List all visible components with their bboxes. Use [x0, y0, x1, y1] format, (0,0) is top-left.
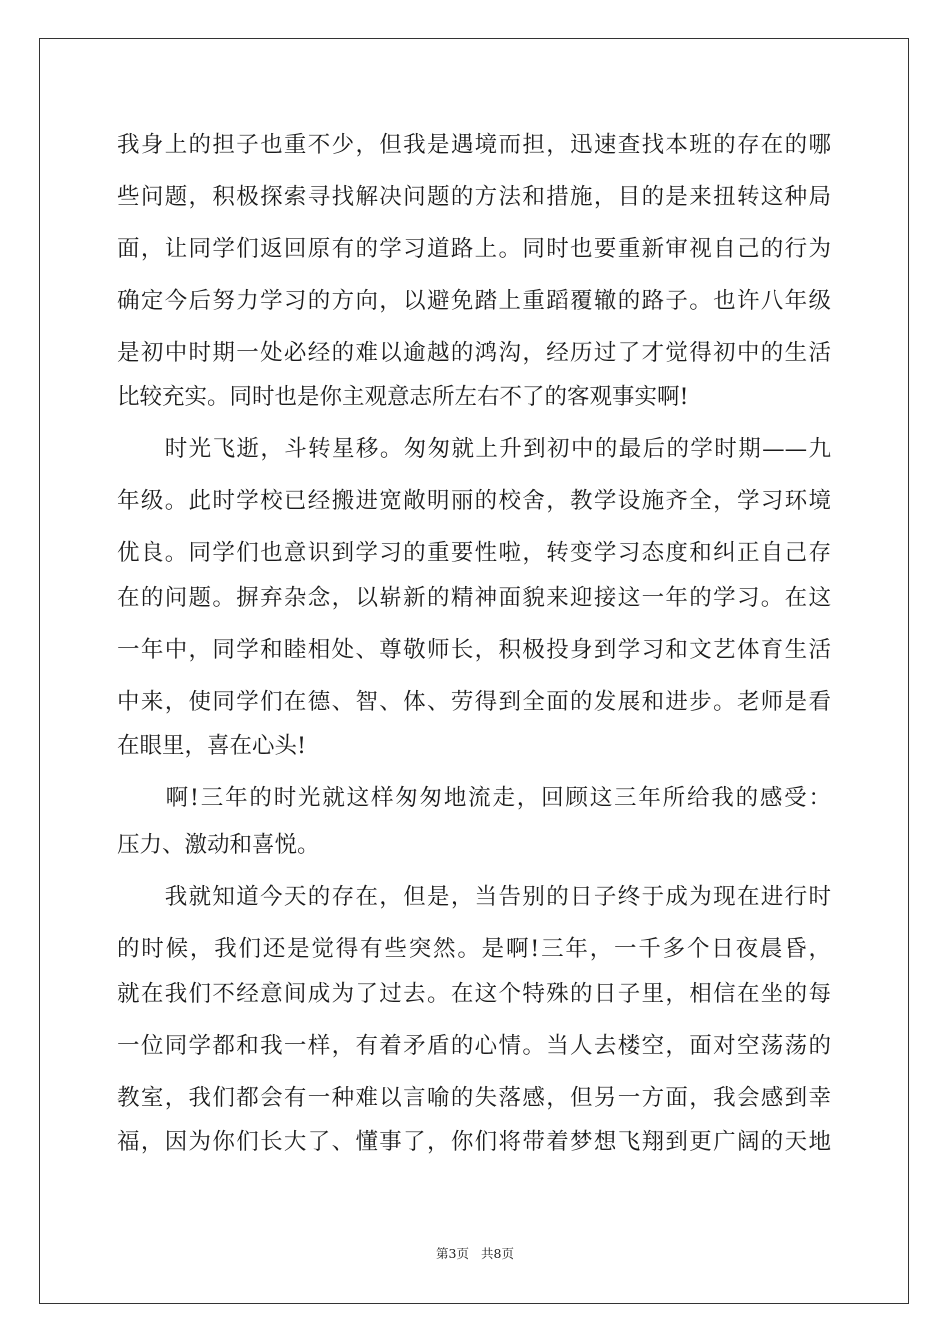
- text-line: 我就知道今天的存在，但是，当告别的日子终于成为现在进行时: [117, 884, 831, 910]
- page-total: 共8页: [481, 1246, 514, 1261]
- text-line: 教室，我们都会有一种难以言喻的失落感，但另一方面，我会感到幸: [117, 1085, 831, 1111]
- page-footer: [0, 1244, 950, 1264]
- text-line: 面，让同学们返回原有的学习道路上。同时也要重新审视自己的行为: [117, 236, 831, 262]
- text-line: 确定今后努力学习的方向，以避免踏上重蹈覆辙的路子。也许八年级: [117, 288, 831, 314]
- text-line: 在的问题。摒弃杂念，以崭新的精神面貌来迎接这一年的学习。在这: [117, 585, 831, 611]
- text-line: 我身上的担子也重不少，但我是遇境而担，迅速查找本班的存在的哪: [117, 132, 831, 158]
- text-line: 时光飞逝，斗转星移。匆匆就上升到初中的最后的学时期——九: [117, 436, 831, 462]
- text-line: 是初中时期一处必经的难以逾越的鸿沟，经历过了才觉得初中的生活: [117, 340, 831, 366]
- text-line: 年级。此时学校已经搬进宽敞明丽的校舍，教学设施齐全，学习环境: [117, 488, 831, 514]
- text-line: 在眼里，喜在心头!: [117, 733, 307, 759]
- text-line: 的时候，我们还是觉得有些突然。是啊!三年，一千多个日夜晨昏，: [117, 936, 831, 962]
- text-line: 比较充实。同时也是你主观意志所左右不了的客观事实啊!: [117, 384, 689, 410]
- text-line: 一年中，同学和睦相处、尊敬师长，积极投身到学习和文艺体育生活: [117, 637, 831, 663]
- text-line: 压力、激动和喜悦。: [117, 832, 320, 858]
- text-line: 中来，使同学们在德、智、体、劳得到全面的发展和进步。老师是看: [117, 689, 831, 715]
- text-line: 就在我们不经意间成为了过去。在这个特殊的日子里，相信在坐的每: [117, 981, 831, 1007]
- text-line: 一位同学都和我一样，有着矛盾的心情。当人去楼空，面对空荡荡的: [117, 1033, 831, 1059]
- page-number: 第3页: [436, 1246, 469, 1261]
- text-line: 优良。同学们也意识到学习的重要性啦，转变学习态度和纠正自己存: [117, 540, 831, 566]
- text-line: 福，因为你们长大了、懂事了，你们将带着梦想飞翔到更广阔的天地: [117, 1129, 831, 1155]
- text-line: 些问题，积极探索寻找解决问题的方法和措施，目的是来扭转这种局: [117, 184, 831, 210]
- text-line: 啊!三年的时光就这样匆匆地流走，回顾这三年所给我的感受：: [117, 785, 831, 811]
